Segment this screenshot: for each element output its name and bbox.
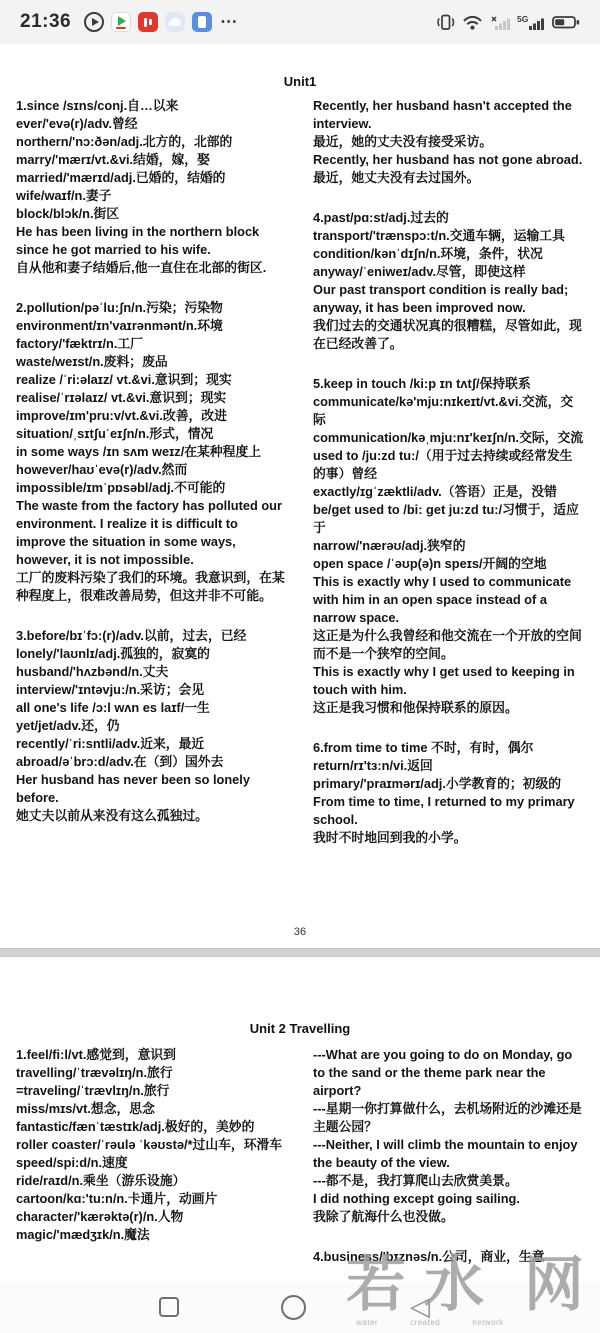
document-page-1 <box>0 44 600 948</box>
watermark-char: 水 <box>424 1251 484 1318</box>
section-gap <box>313 1226 584 1248</box>
text-line: speed/spi:d/n.速度 <box>16 1155 128 1170</box>
text-line: fantastic/fænˈtæstɪk/adj.极好的，美妙的 <box>16 1119 255 1134</box>
text-line: 我时不时地回到我的小学。 <box>313 830 467 845</box>
text-line: 最近，她丈夫没有去过国外。 <box>313 170 480 185</box>
text-line: 这正是为什么我曾经和他交流在一个开放的空间而不是一个狭窄的空间。 <box>313 628 582 661</box>
xiaohongshu-app-icon <box>138 12 158 32</box>
text-line: ---星期一你打算做什么，去机场附近的沙滩还是主题公园？ <box>313 1101 582 1134</box>
text-line: ---都不是，我打算爬山去欣赏美景。 <box>313 1173 518 1188</box>
recent-apps-button[interactable] <box>159 1297 179 1317</box>
text-line: 4.past/pɑ:st/adj.过去的 <box>313 210 449 225</box>
text-line: marry/'mærɪ/vt.&vi.结婚，嫁，娶 <box>16 152 210 167</box>
text-line: =traveling/ˈtrævlɪŋ/n.旅行 <box>16 1083 170 1098</box>
unit2-title: Unit 2 Travelling <box>249 1021 351 1036</box>
text-line: From time to time, I returned to my primary school. <box>313 794 575 827</box>
page-divider <box>0 948 600 957</box>
text-line: The waste from the factory has polluted our environment. I realize it is difficult to improve the situation in some ways, however, it is not impossible. <box>16 498 282 567</box>
text-line: primary/'praɪmərɪ/adj.小学教育的；初级的 <box>313 776 562 791</box>
section-gap <box>313 717 584 739</box>
text-line: yet/jet/adv.还，仍 <box>16 718 120 733</box>
page1-left-column <box>16 97 287 847</box>
text-line: ever/'evə(r)/adv.曾经 <box>16 116 138 131</box>
phone-app-icon <box>192 12 212 32</box>
text-line: transport/'trænspɔ:t/n.交通车辆，运输工具 <box>313 228 565 243</box>
play-circle-icon <box>84 12 104 32</box>
cloud-app-icon <box>165 12 185 32</box>
text-line: travelling/ˈtrævəlɪŋ/n.旅行 <box>16 1065 173 1080</box>
text-line: narrow/'nærəʊ/adj.狭窄的 <box>313 538 466 553</box>
page2-right-column <box>313 1046 584 1266</box>
text-line: Our past transport condition is really bad; anyway, it has been improved now. <box>313 282 569 315</box>
text-line: 4.business/'bɪznəs/n.公司，商业，生意 <box>313 1249 545 1264</box>
text-line: realise/ˈrɪəlaɪz/ vt.&vi.意识到；现实 <box>16 390 227 405</box>
text-line: impossible/ɪmˈpɒsəbl/adj.不可能的 <box>16 480 226 495</box>
home-button[interactable] <box>281 1295 306 1320</box>
text-line: 我们过去的交通状况真的很糟糕，尽管如此，现在已经改善了。 <box>313 318 582 351</box>
text-line: 这正是我习惯和他保持联系的原因。 <box>313 700 518 715</box>
text-line: realize /ˈri:əlaɪz/ vt.&vi.意识到；现实 <box>16 372 232 387</box>
text-line: ride/raɪd/n.乘坐（游乐设施） <box>16 1173 186 1188</box>
wifi-icon <box>462 14 483 31</box>
text-line: 1.since /sɪns/conj.自…以来 <box>16 98 179 113</box>
text-line: character/'kærəktə(r)/n.人物 <box>16 1209 184 1224</box>
text-line: communicate/kə'mju:nɪkeɪt/vt.&vi.交流，交际 <box>313 394 574 427</box>
text-line: cartoon/kɑ:'tu:n/n.卡通片，动画片 <box>16 1191 218 1206</box>
text-line: 最近，她的丈夫没有接受采访。 <box>313 134 493 149</box>
text-line: return/rɪ'tɜ:n/vi.返回 <box>313 758 433 773</box>
section-gap <box>16 605 287 627</box>
text-line: married/'mærɪd/adj.已婚的，结婚的 <box>16 170 226 185</box>
text-line: 1.feel/fi:l/vt.感觉到，意识到 <box>16 1047 176 1062</box>
more-notifications-icon: ⋯ <box>220 12 239 31</box>
text-line: used to /ju:zd tu:/（用于过去持续或经常发生的事）曾经 <box>313 448 573 481</box>
text-line: open space /ˈəʊp(ə)n speɪs/开阔的空地 <box>313 556 547 571</box>
unit1-title: Unit1 <box>283 74 317 89</box>
watermark-char: 若 <box>346 1251 406 1318</box>
watermark-caption: water <box>356 1318 379 1327</box>
page-number: 36 <box>293 926 307 938</box>
text-line: exactly/ɪɡˈzæktli/adv.（答语）正是，没错 <box>313 484 557 499</box>
text-line: 5.keep in touch /ki:p ɪn tʌtʃ/保持联系 <box>313 376 531 391</box>
text-line: 工厂的废料污染了我们的环境。我意识到，在某种程度上，很难改善局势，但这并非不可能。 <box>16 570 285 603</box>
no-signal-icon <box>490 14 510 31</box>
text-line: abroad/əˈbrɔ:d/adv.在（到）国外去 <box>16 754 224 769</box>
battery-icon <box>552 15 580 30</box>
vibrate-icon <box>436 13 455 32</box>
text-line: 2.pollution/pəˈlu:ʃn/n.污染；污染物 <box>16 300 223 315</box>
text-line: 6.from time to time 不时，有时，偶尔 <box>313 740 534 755</box>
navigation-bar <box>0 1283 600 1333</box>
svg-text:5G: 5G <box>517 13 529 24</box>
text-line: situation/ˌsɪtʃuˈeɪʃn/n.形式，情况 <box>16 426 214 441</box>
text-line: Recently, her husband has not gone abroad. <box>313 152 583 167</box>
text-line: lonely/'laʊnlɪ/adj.孤独的，寂寞的 <box>16 646 210 661</box>
text-line: This is exactly why I used to communicate with him in an open space instead of a narrow space. <box>313 574 572 625</box>
text-line: factory/'fæktrɪ/n.工厂 <box>16 336 143 351</box>
signal-5g-icon <box>517 14 545 31</box>
status-bar <box>0 0 600 44</box>
section-gap <box>313 187 584 209</box>
watermark-caption: network <box>472 1318 504 1327</box>
text-line: interview/'ɪntəvju:/n.采访；会见 <box>16 682 205 697</box>
text-line: be/get used to /bi: get ju:zd tu:/习惯于，适应于 <box>313 502 579 535</box>
text-line: wife/waɪf/n.妻子 <box>16 188 112 203</box>
section-gap <box>313 353 584 375</box>
video-app-icon <box>111 12 131 32</box>
text-line: anyway/ˈeniweɪ/adv.尽管，即使这样 <box>313 264 526 279</box>
watermark-caption: created <box>410 1318 441 1327</box>
text-line: recently/ˈri:sntli/adv.近来，最近 <box>16 736 205 751</box>
text-line: Recently, her husband hasn't accepted the interview. <box>313 98 572 131</box>
text-line: condition/kənˈdɪʃn/n.环境，条件，状况 <box>313 246 543 261</box>
page2-left-column <box>16 1046 287 1266</box>
text-line: husband/'hʌzbənd/n.丈夫 <box>16 664 169 679</box>
text-line: roller coaster/ˈrəulə ˈkəʊstə/*过山车，环滑车 <box>16 1137 283 1152</box>
page1-right-column <box>313 97 584 847</box>
text-line: He has been living in the northern block since he got married to his wife. <box>16 224 260 257</box>
text-line: in some ways /ɪn sʌm weɪz/在某种程度上 <box>16 444 262 459</box>
clock: 21:36 <box>20 11 72 32</box>
back-button[interactable]: ◁ <box>410 1291 430 1321</box>
text-line: environment/ɪn'vaɪrənmənt/n.环境 <box>16 318 223 333</box>
watermark-char: 网 <box>524 1251 584 1318</box>
text-line: 她丈夫以前从来没有这么孤独过。 <box>16 808 208 823</box>
text-line: 我除了航海什么也没做。 <box>313 1209 454 1224</box>
text-line: improve/ɪm'pru:v/vt.&vi.改善，改进 <box>16 408 227 423</box>
text-line: This is exactly why I get used to keeping in touch with him. <box>313 664 575 697</box>
text-line: I did nothing except going sailing. <box>313 1191 520 1206</box>
text-line: all one's life /ɔ:l wʌn es laɪf/一生 <box>16 700 210 715</box>
text-line: Her husband has never been so lonely before. <box>16 772 250 805</box>
text-line: communication/kəˌmju:nɪ'keɪʃn/n.交际，交流 <box>313 430 584 445</box>
text-line: magic/'mædʒɪk/n.魔法 <box>16 1227 150 1242</box>
text-line: northern/'nɔ:ðən/adj.北方的，北部的 <box>16 134 233 149</box>
text-line: waste/weɪst/n.废料；废品 <box>16 354 168 369</box>
text-line: ---Neither, I will climb the mountain to enjoy the beauty of the view. <box>313 1137 578 1170</box>
text-line: 自从他和妻子结婚后,他一直住在北部的街区. <box>16 260 267 275</box>
text-line: however/haʊˈevə(r)/adv.然而 <box>16 462 188 477</box>
section-gap <box>16 277 287 299</box>
text-line: 3.before/bɪˈfɔ:(r)/adv.以前，过去，已经 <box>16 628 247 643</box>
text-line: ---What are you going to do on Monday, go to the sand or the theme park near the airport? <box>313 1047 573 1098</box>
document-page-2 <box>0 957 600 1283</box>
text-line: miss/mɪs/vt.想念，思念 <box>16 1101 155 1116</box>
text-line: block/blɔk/n.街区 <box>16 206 120 221</box>
